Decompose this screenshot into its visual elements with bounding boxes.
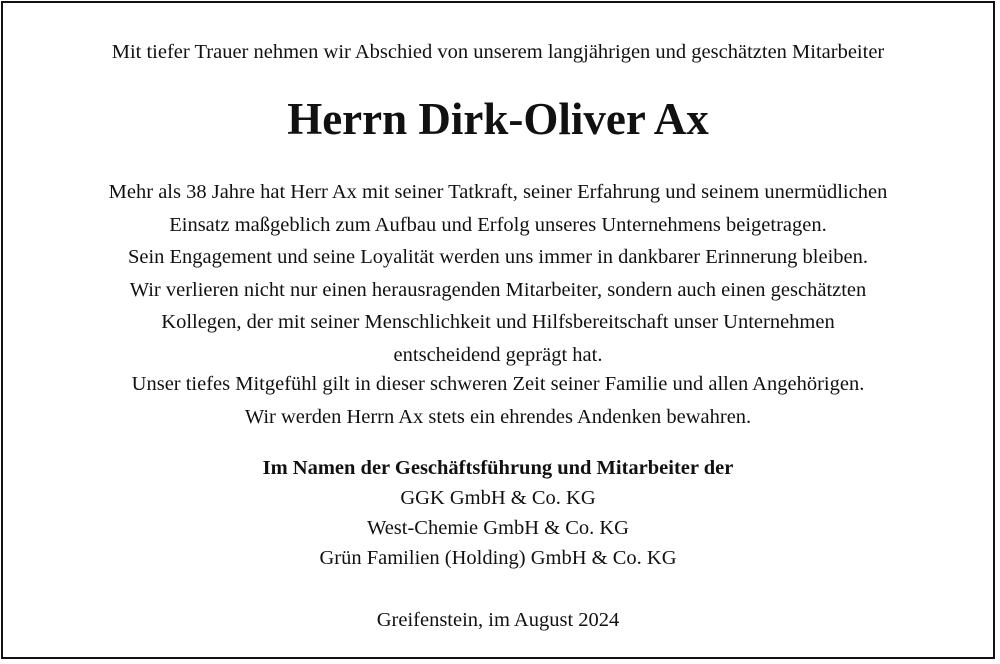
condolence-paragraph [3,368,993,433]
signatories-block [3,453,993,573]
tribute-line: Kollegen, der mit seiner Menschlichkeit und Hilfsbereitschaft unser Unternehmen [161,311,835,333]
tribute-line: Sein Engagement und seine Loyalität werden uns immer in dankbarer Erinnerung bleiben. [127,246,869,268]
obituary-notice [1,1,995,659]
condolence-line: Wir werden Herrn Ax stets ein ehrendes Andenken bewahren. [244,405,752,428]
signatories-heading: Im Namen der Geschäftsführung und Mitarbeiter der [262,457,734,479]
company-name: GGK GmbH & Co. KG [400,487,596,509]
place-and-date: Greifenstein, im August 2024 [376,609,620,631]
company-name: Grün Familien (Holding) GmbH & Co. KG [319,547,677,569]
company-name: West-Chemie GmbH & Co. KG [367,517,629,539]
tribute-line: Einsatz maßgeblich zum Aufbau und Erfolg unseres Unternehmens beigetragen. [169,213,827,236]
tribute-line: entscheidend geprägt hat. [393,343,603,366]
intro-line: Mit tiefer Trauer nehmen wir Abschied von unserem langjährigen und geschätzten Mitarbeiter [111,41,885,63]
deceased-name: Herrn Dirk-Oliver Ax [287,94,709,144]
tribute-line: Mehr als 38 Jahre hat Herr Ax mit seiner Tatkraft, seiner Erfahrung und seinem unermüdlichen [108,181,888,203]
tribute-line: Wir verlieren nicht nur einen herausragenden Mitarbeiter, sondern auch einen geschätzten [129,278,867,301]
tribute-paragraph [3,176,993,371]
condolence-line: Unser tiefes Mitgefühl gilt in dieser schweren Zeit seiner Familie und allen Angehörigen. [131,373,865,395]
